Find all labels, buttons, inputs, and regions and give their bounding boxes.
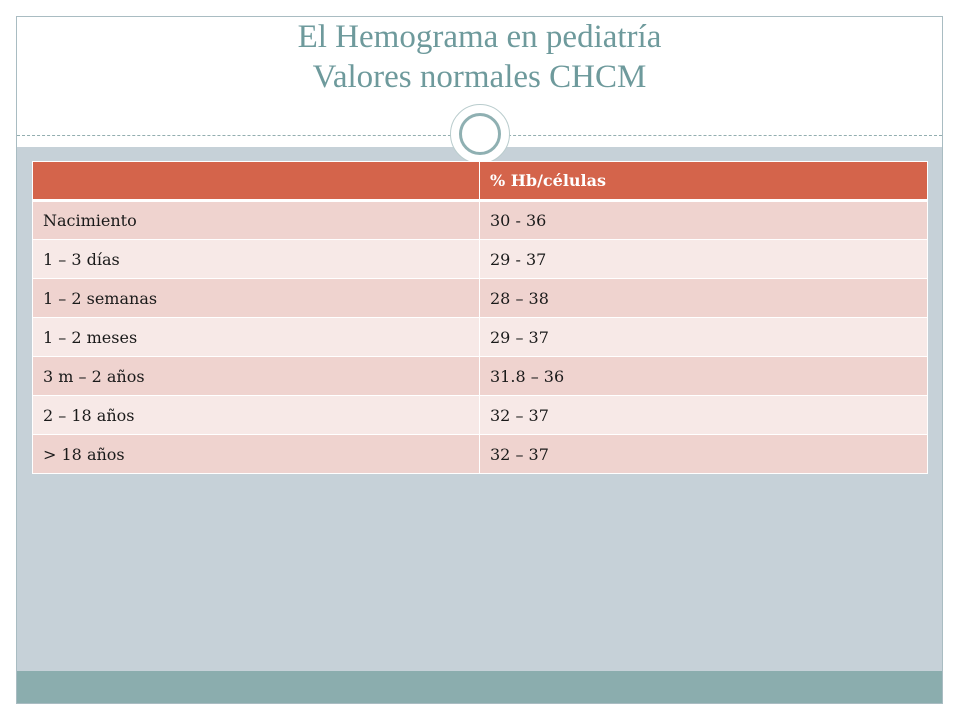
ring-ornament-icon bbox=[450, 104, 510, 164]
cell-value: 30 - 36 bbox=[480, 201, 928, 240]
table-row bbox=[33, 396, 928, 435]
cell-age: 1 – 2 semanas bbox=[33, 279, 480, 318]
reference-values-table bbox=[32, 161, 928, 474]
table-body bbox=[33, 201, 928, 474]
cell-value: 32 – 37 bbox=[480, 435, 928, 474]
title-line-2: Valores normales CHCM bbox=[312, 59, 647, 95]
cell-age: 1 – 3 días bbox=[33, 240, 480, 279]
cell-value: 28 – 38 bbox=[480, 279, 928, 318]
slide-frame bbox=[16, 16, 943, 704]
cell-age: > 18 años bbox=[33, 435, 480, 474]
table-container bbox=[32, 161, 927, 474]
table-row bbox=[33, 240, 928, 279]
cell-age: Nacimiento bbox=[33, 201, 480, 240]
cell-value: 29 – 37 bbox=[480, 318, 928, 357]
table-row bbox=[33, 318, 928, 357]
footer-bar bbox=[17, 671, 942, 704]
cell-value: 32 – 37 bbox=[480, 396, 928, 435]
title-line-1: El Hemograma en pediatría bbox=[297, 19, 662, 55]
cell-age: 3 m – 2 años bbox=[33, 357, 480, 396]
cell-value: 31.8 – 36 bbox=[480, 357, 928, 396]
table-row bbox=[33, 357, 928, 396]
slide-title bbox=[17, 17, 942, 97]
table-header-row bbox=[33, 162, 928, 201]
cell-age: 2 – 18 años bbox=[33, 396, 480, 435]
header-value: % Hb/células bbox=[480, 162, 928, 201]
cell-value: 29 - 37 bbox=[480, 240, 928, 279]
table-row bbox=[33, 435, 928, 474]
cell-age: 1 – 2 meses bbox=[33, 318, 480, 357]
table-row bbox=[33, 201, 928, 240]
ring-inner bbox=[459, 113, 501, 155]
header-age bbox=[33, 162, 480, 201]
table-row bbox=[33, 279, 928, 318]
